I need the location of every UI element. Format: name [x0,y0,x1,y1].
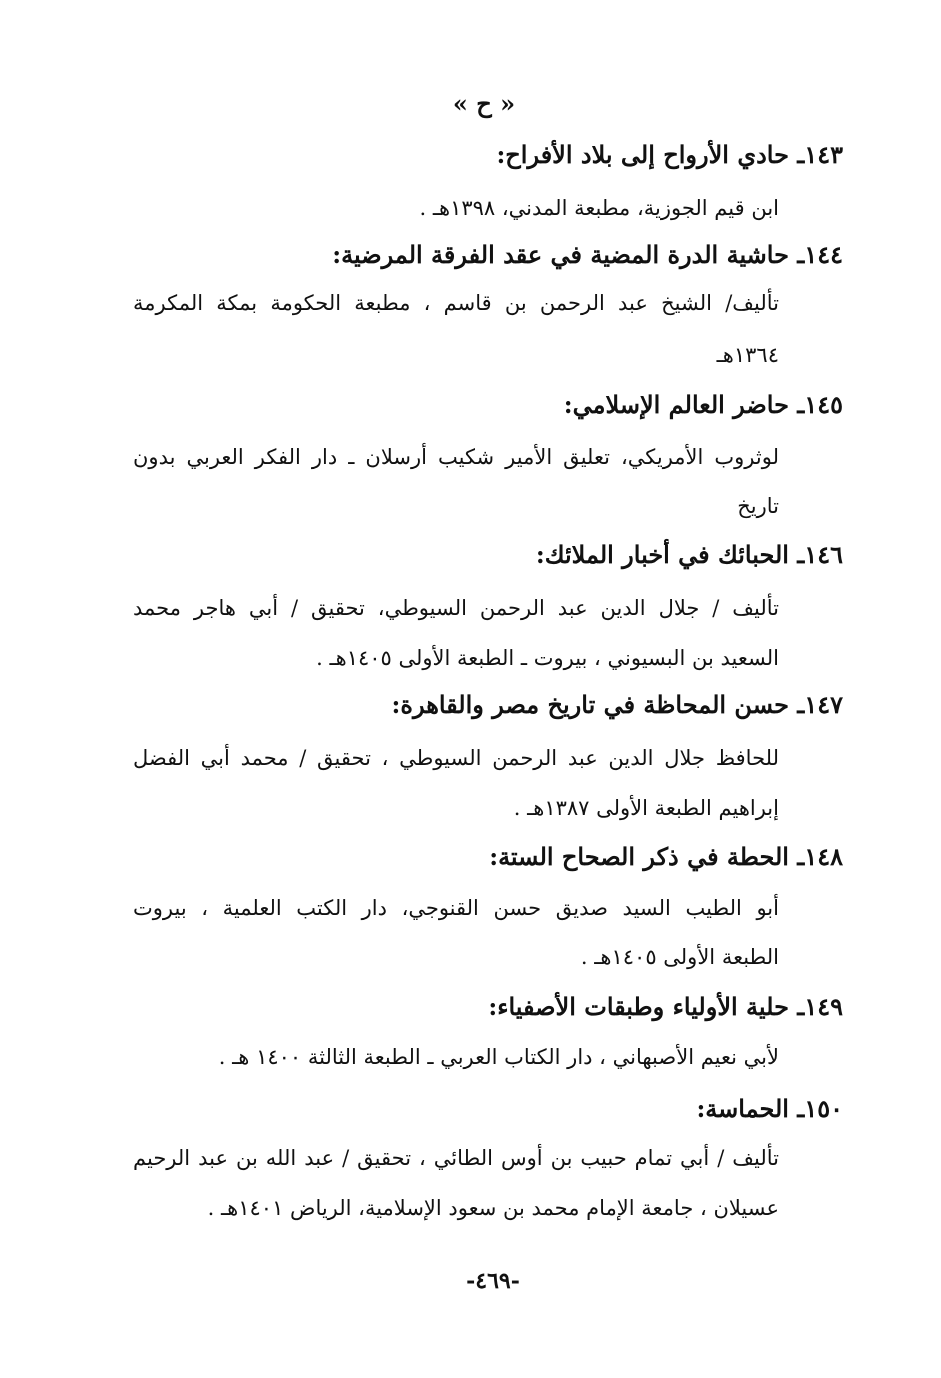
entry-147-line-2: إبراهيم الطبعة الأولى ١٣٨٧هـ . [513,796,779,820]
entry-145-line-2: تاريخ [737,494,779,518]
entry-148-heading: ١٤٨ـ الحطة في ذكر الصحاح الستة: [489,842,843,871]
entry-150-line-2: عسيلان ، جامعة الإمام محمد بن سعود الإسلامية، الرياض ١٤٠١هـ . [207,1196,779,1220]
entry-147-heading: ١٤٧ـ حسن المحاظة في تاريخ مصر والقاهرة: [391,690,843,719]
entry-150-line-1: تأليف / أبي تمام حبيب بن أوس الطائي ، تحقيق / عبد الله بن عبد الرحيم [133,1146,779,1170]
entry-146-line-1: تأليف / جلال الدين عبد الرحمن السيوطي، تحقيق / أبي هاجر محمد [133,596,779,620]
section-letter-heading: « ح » [452,89,516,118]
entry-144-line-2: ١٣٦٤هـ [716,343,779,367]
entry-146-heading: ١٤٦ـ الحبائك في أخبار الملائك: [535,540,843,569]
page-number: -٤٦٩- [466,1268,520,1294]
entry-149-heading: ١٤٩ـ حلية الأولياء وطبقات الأصفياء: [488,992,843,1021]
entry-150-heading: ١٥٠ـ الحماسة: [696,1094,843,1123]
entry-143-line-1: ابن قيم الجوزية، مطبعة المدني، ١٣٩٨هـ . [419,196,779,220]
entry-144-heading: ١٤٤ـ حاشية الدرة المضية في عقد الفرقة المرضية: [332,240,843,269]
entry-146-line-2: السعيد بن البسيوني ، بيروت ـ الطبعة الأولى ١٤٠٥هـ . [316,646,779,670]
entry-147-line-1: للحافظ جلال الدين عبد الرحمن السيوطي ، تحقيق / محمد أبي الفضل [133,746,779,770]
entry-145-line-1: لوثروب الأمريكي، تعليق الأمير شكيب أرسلان ـ دار الفكر العربي بدون [133,445,779,469]
entry-149-line-1: لأبي نعيم الأصبهاني ، دار الكتاب العربي ـ الطبعة الثالثة ١٤٠٠ هـ . [218,1045,779,1069]
entry-143-heading: ١٤٣ـ حادي الأرواح إلى بلاد الأفراح: [496,140,843,169]
entry-145-heading: ١٤٥ـ حاضر العالم الإسلامي: [563,390,843,419]
entry-144-line-1: تأليف/ الشيخ عبد الرحمن بن قاسم ، مطبعة الحكومة بمكة المكرمة [133,291,779,315]
entry-148-line-1: أبو الطيب السيد صديق حسن القنوجي، دار الكتب العلمية ، بيروت [133,896,779,920]
entry-148-line-2: الطبعة الأولى ١٤٠٥هـ . [580,945,779,969]
